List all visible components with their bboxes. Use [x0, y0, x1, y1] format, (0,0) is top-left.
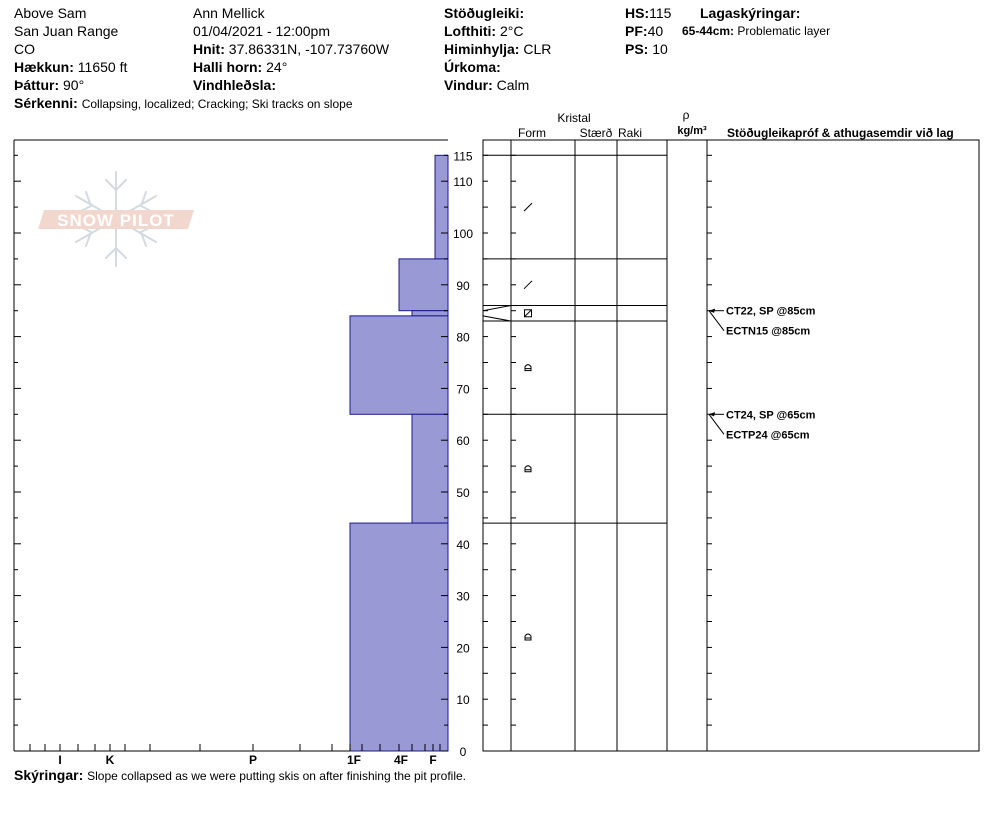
grain-form-icon [525, 466, 531, 472]
elevation-label: Hækkun: [14, 59, 74, 75]
slope-label: Halli horn: [193, 59, 263, 75]
aspect-label: Þáttur: [14, 77, 60, 93]
depth-label: 80 [456, 330, 470, 345]
snowpilot-logo [38, 172, 194, 266]
observer-name: Ann Mellick [193, 5, 265, 21]
features-label: Sérkenni: [14, 95, 78, 111]
comments-label: Skýringar: [14, 767, 84, 783]
depth-label: 110 [453, 175, 473, 190]
depth-label: 10 [456, 693, 470, 708]
crystal-header: Kristal [557, 111, 591, 125]
rho-header: ρ [682, 108, 690, 122]
hardness-bar [399, 259, 448, 311]
observation-datetime: 01/04/2021 - 12:00pm [193, 23, 330, 39]
depth-label: 115 [453, 149, 473, 164]
layer-note-range: 65-44cm: [682, 24, 735, 38]
hardness-label: F [429, 753, 437, 767]
hardness-bar [350, 523, 448, 751]
layer-connector [483, 306, 511, 311]
hardness-label: P [248, 753, 258, 767]
grain-forms [524, 203, 532, 640]
wind-loading-label: Vindhleðsla: [193, 77, 276, 93]
hardness-bars [350, 155, 448, 751]
hardness-x-labels [58, 753, 436, 767]
ps-label: PS: [625, 41, 649, 57]
precip-label: Úrkoma: [444, 59, 501, 75]
stability-tests [709, 306, 816, 442]
elevation-value: 11650 ft [77, 59, 128, 75]
location-name: Above Sam [14, 5, 87, 21]
comments-value: Slope collapsed as we were putting skis on after finishing the pit profile. [87, 769, 467, 783]
pf-label: PF: [625, 23, 648, 39]
wind-value: Calm [496, 77, 530, 93]
moisture-header: Raki [617, 126, 643, 140]
density-unit-header: kg/m³ [677, 125, 707, 137]
logo-text: SNOW PILOT [57, 211, 175, 230]
state-name: CO [14, 41, 35, 57]
coords-label: Hnit: [193, 41, 225, 57]
hardness-label: K [105, 753, 115, 767]
tests-header: Stöðugleikapróf & athugasemdir við lag [727, 126, 954, 140]
layer-connector [483, 316, 511, 321]
form-header: Form [518, 126, 546, 140]
sky-value: CLR [523, 41, 552, 57]
depth-label: 50 [456, 486, 470, 500]
sky-label: Himinhylja: [444, 41, 520, 57]
size-header: Stærð [579, 126, 613, 140]
wind-label: Vindur: [444, 77, 493, 93]
hardness-bar [412, 311, 448, 316]
depth-label: 30 [456, 589, 470, 604]
grain-form-icon [525, 310, 532, 317]
pf-value: 40 [647, 23, 664, 39]
stability-label: Stöðugleiki: [444, 5, 525, 21]
test-pointer [709, 311, 724, 331]
left-y-ticks [14, 155, 21, 751]
features-value: Collapsing, localized; Cracking; Ski tracks on slope [81, 97, 353, 111]
stability-test-label: ECTN15 @85cm [726, 325, 811, 338]
stability-test-label: ECTP24 @65cm [726, 429, 810, 442]
grain-form-icon [524, 281, 532, 289]
hardness-label: I [58, 753, 62, 767]
depth-label: 90 [456, 278, 470, 293]
depth-label: 0 [459, 745, 467, 759]
range-name: San Juan Range [14, 23, 119, 39]
aspect-value: 90° [63, 77, 85, 93]
depth-axis-labels [453, 149, 473, 759]
depth-label: 40 [456, 537, 470, 552]
stability-test-label: CT24, SP @65cm [726, 409, 816, 422]
layer-notes-label: Lagaskýringar: [700, 5, 801, 21]
layer-table [483, 108, 979, 751]
air-temp-label: Lofthiti: [444, 23, 497, 39]
air-temp-value: 2°C [499, 23, 524, 39]
grain-form-icon [525, 634, 531, 640]
hardness-bar [412, 414, 448, 523]
grain-form-icon [524, 203, 532, 211]
hs-value: 115 [649, 5, 672, 21]
table-ticks [483, 155, 712, 751]
coords-value: 37.86331N, -107.73760W [228, 41, 390, 57]
ps-value: 10 [652, 41, 668, 57]
test-pointer [709, 414, 724, 434]
depth-label: 100 [452, 227, 474, 241]
stability-test-label: CT22, SP @85cm [726, 305, 816, 318]
hs-label: HS: [625, 5, 650, 21]
depth-label: 60 [456, 434, 470, 449]
grain-form-icon [525, 365, 531, 371]
hardness-label: 4F [393, 753, 409, 767]
slope-value: 24° [266, 59, 288, 75]
layer-note-text: Problematic layer [737, 24, 831, 38]
hardness-label: 1F [346, 753, 362, 767]
depth-label: 70 [456, 382, 470, 397]
hardness-plot [14, 140, 448, 767]
hardness-bar [350, 316, 448, 414]
depth-label: 20 [456, 641, 470, 656]
